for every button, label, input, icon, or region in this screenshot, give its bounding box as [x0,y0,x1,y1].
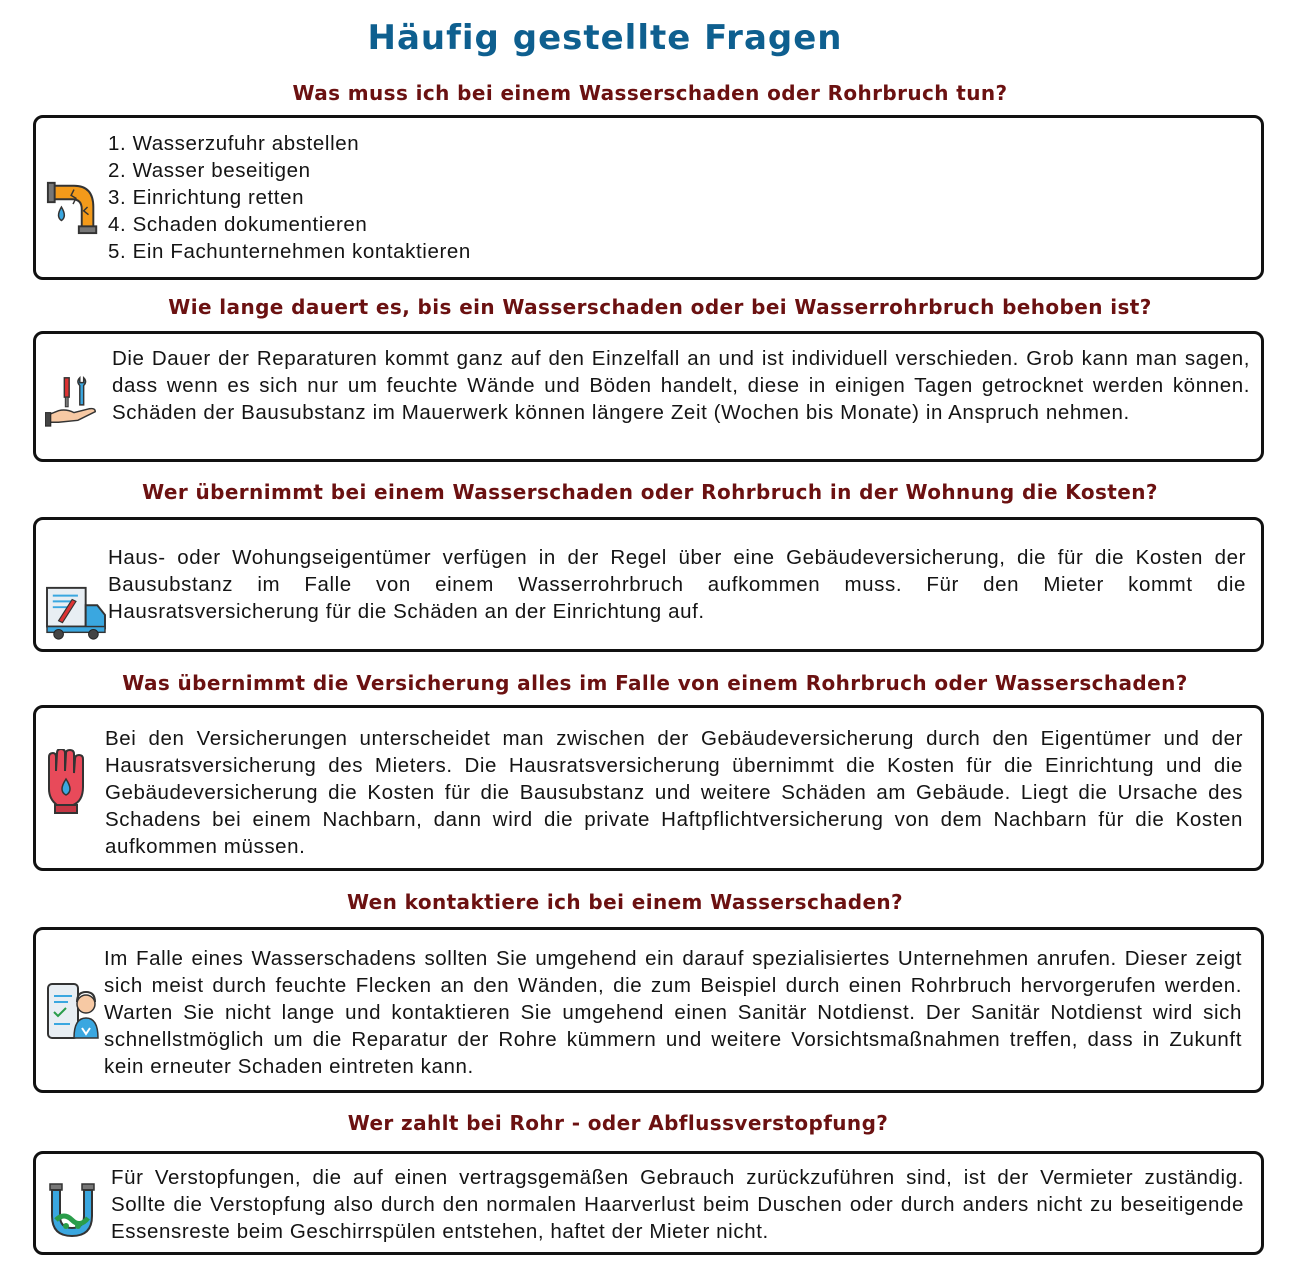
faq-answer-card-6 [33,1151,1264,1255]
page-title: Häufig gestellte Fragen [367,18,843,58]
faq-answer-3: Haus- oder Wohungseigentümer verfügen in der Regel über eine Gebäudeversicherung, die für die Kosten der Bausubstanz im Falle von einem Wasserrohrbruch aufkommen muss. Für den Mieter kommt die Hausratsversicherung für die Schäden an der Einrichtung auf. [108,546,1246,623]
faq-answer-card-4 [33,705,1264,871]
service-truck-icon [44,584,108,642]
faq-question-3: Wer übernimmt bei einem Wasserschaden oder Rohrbruch in der Wohnung die Kosten? [142,480,1158,504]
faq-question-4: Was übernimmt die Versicherung alles im Falle von einem Rohrbruch oder Wasserschaden? [122,671,1188,695]
faq-answer-5: Im Falle eines Wasserschadens sollten Sie umgehend ein darauf spezialisiertes Unternehmen anrufen. Dieser zeigt sich meist durch feuchte Flecken an den Wänden, die zum Beispiel durch einen Rohrbruch hervorgerufen werden. Warten Sie nicht lange und kontaktieren Sie umgehend einen Sanitär Notdienst. Der Sanitär Notdienst wird sich schnellstmöglich um die Reparatur der Rohre kümmern und weitere Vorsichtsmaßnahmen treffen, dass in Zukunft kein erneuter Schaden eintreten kann. [104,947,1242,1078]
faq-answer-2: Die Dauer der Reparaturen kommt ganz auf den Einzelfall an und ist individuell verschieden. Grob kann man sagen, dass wenn es sich nur um feuchte Wände und Böden handelt, diese in einigen Tagen getrocknet werden können. Schäden der Bausubstanz im Mauerwerk können längere Zeit (Wochen bis Monate) in Anspruch nehmen. [112,347,1250,424]
faq-answer-4: Bei den Versicherungen unterscheidet man zwischen der Gebäudeversicherung durch den Eigentümer und der Hausratsversicherung des Mieters. Die Hausratsversicherung übernimmt die Kosten für die Einrichtung und die Gebäudeversicherung die Kosten für die Bausubstanz und weitere Schäden am Gebäude. Liegt die Ursache des Schadens bei einem Nachbarn, dann wird die private Haftpflichtversicherung von dem Nachbarn für die Kosten aufkommen müssen. [105,727,1243,858]
step-item: 4. Schaden dokumentieren [108,213,368,236]
faq-answer-card-2 [33,331,1264,462]
step-item: 1. Wasserzufuhr abstellen [108,132,360,155]
repair-tools-hand-icon [45,372,103,430]
faq-answer-card-5 [33,927,1264,1093]
step-item: 3. Einrichtung retten [108,186,305,209]
faq-question-5: Wen kontaktiere ich bei einem Wasserschaden? [346,890,904,914]
faq-answer-card-1 [33,115,1264,280]
faq-answer-steps [108,130,1248,265]
faq-question-1: Was muss ich bei einem Wasserschaden oder Rohrbruch tun? [292,81,1008,105]
faq-question-2: Wie lange dauert es, bis ein Wasserschaden oder bei Wasserrohrbruch behoben ist? [168,295,1152,319]
step-item: 5. Ein Fachunternehmen kontaktieren [108,240,471,263]
step-item: 2. Wasser beseitigen [108,159,311,182]
phone-support-icon [46,982,102,1046]
faq-answer-6: Für Verstopfungen, die auf einen vertragsgemäßen Gebrauch zurückzuführen sind, ist der Vermieter zuständig. Sollte die Verstopfung also durch den normalen Haarverlust beim Duschen oder durch anders nicht zu beseitigende Essensreste beim Geschirrspülen entstehen, haftet der Mieter nicht. [111,1166,1244,1243]
broken-pipe-icon [45,178,103,236]
faq-question-6: Wer zahlt bei Rohr - oder Abflussverstopfung? [347,1111,889,1135]
faq-answer-card-3 [33,517,1264,652]
glove-water-drop-icon [43,749,93,815]
clogged-drain-pipe-icon [46,1182,102,1240]
